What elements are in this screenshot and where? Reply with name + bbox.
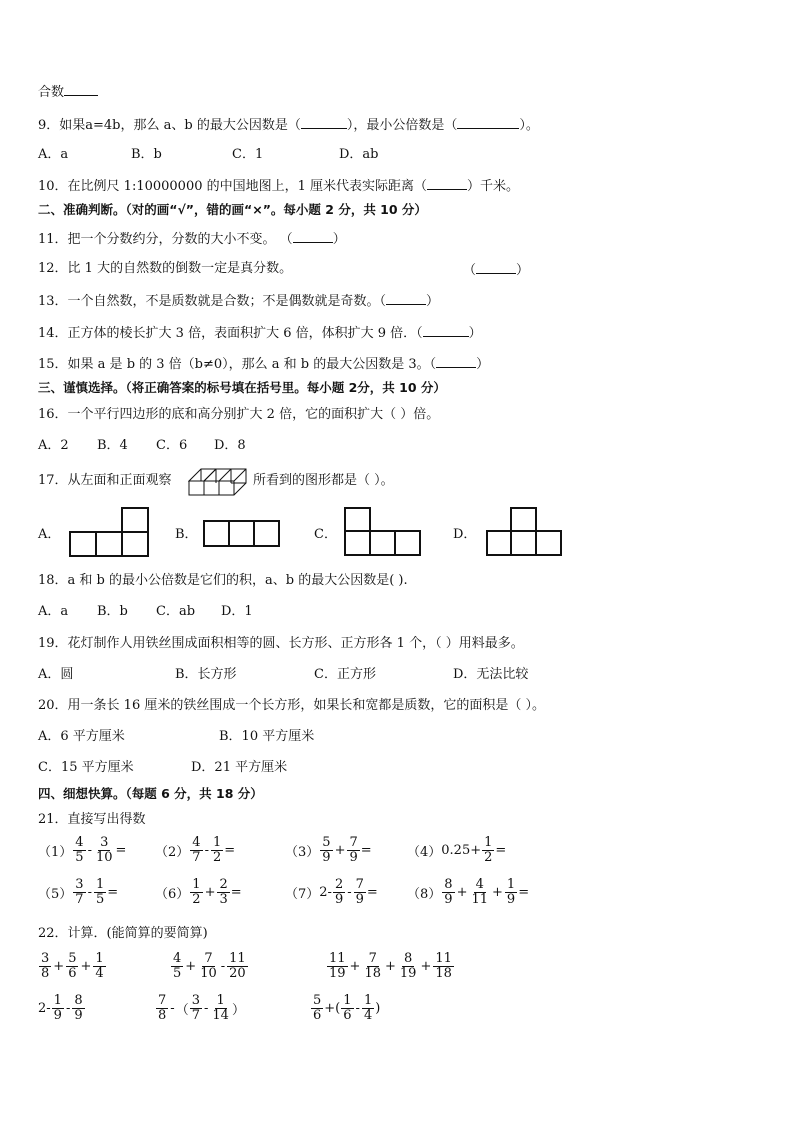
q19-option-c[interactable]: C．正方形 (314, 667, 376, 682)
q9-option-a[interactable]: A．a (38, 147, 69, 162)
answer-blank[interactable] (436, 355, 476, 368)
question-20: 20．用一条长 16 厘米的铁丝围成一个长方形，如果长和宽都是质数，它的面积是（ ）。 (38, 698, 545, 713)
q16-option-d[interactable]: D．8 (214, 438, 246, 453)
fraction: $\frac{2}{3}$ (219, 877, 228, 907)
q22-expr-2: $\frac{4}{5}$ + $\frac{7}{10}$ - $\frac{11}{20}$ (173, 951, 246, 981)
q20-option-b[interactable]: B．10 平方厘米 (219, 729, 315, 744)
answer-blank[interactable] (457, 116, 519, 129)
q22-expr-4: 2- $\frac{1}{9}$ - $\frac{8}{9}$ (38, 993, 83, 1023)
q19-option-b[interactable]: B．长方形 (175, 667, 237, 682)
answer-blank[interactable] (386, 292, 426, 305)
q20-option-d[interactable]: D．21 平方厘米 (191, 760, 288, 775)
fraction: $\frac{4}{7}$ (192, 835, 201, 865)
section-2-heading: 二、准确判断。（对的画“√”，错的画“×”。每小题 2 分，共 10 分） (38, 202, 427, 217)
answer-blank[interactable] (476, 261, 516, 274)
q17-a-figure (69, 507, 151, 559)
q22-expr-1: $\frac{3}{8}$ + $\frac{5}{6}$ + $\frac{1}{4}$ (41, 951, 104, 981)
fraction: $\frac{3}{8}$ (41, 951, 50, 981)
q12-answer: （ ） (463, 263, 530, 278)
question-19: 19．花灯制作人用铁丝围成面积相等的圆、长方形、正方形各 1 个，（ ）用料最多。 (38, 636, 524, 651)
q21-item-1: （1） $\frac{4}{5}$ - $\frac{3}{10}$ = (38, 835, 127, 865)
question-18: 18．a 和 b 的最小公倍数是它们的积，a、b 的最大公因数是( ). (38, 573, 408, 588)
fraction: $\frac{1}{2}$ (484, 835, 493, 865)
fraction: $\frac{4}{5}$ (173, 951, 182, 981)
q9-option-b[interactable]: B．b (131, 147, 162, 162)
q21-item-2: （2） $\frac{4}{7}$ - $\frac{1}{2}$ = (155, 835, 236, 865)
question-15: 15．如果 a 是 b 的 3 倍（b≠0），那么 a 和 b 的最大公因数是 3。（ ） (38, 357, 490, 372)
fraction: $\frac{3}{10}$ (95, 835, 113, 865)
fraction: $\frac{2}{9}$ (334, 877, 344, 907)
fraction: $\frac{7}{9}$ (349, 835, 358, 865)
q21-item-3: （3） $\frac{5}{9}$ + $\frac{7}{9}$ = (285, 835, 372, 865)
q20-option-a[interactable]: A．6 平方厘米 (38, 729, 125, 744)
fraction: $\frac{11}{18}$ (435, 951, 452, 981)
q19-option-d[interactable]: D．无法比较 (453, 667, 529, 682)
question-9: 9．如果a=4b，那么 a、b 的最大公因数是（ ），最小公倍数是（ ）。 (38, 118, 539, 133)
fraction: $\frac{5}{6}$ (313, 993, 322, 1023)
q18-option-b[interactable]: B．b (97, 604, 128, 619)
section-4-heading: 四、细想快算。（每题 6 分，共 18 分） (38, 786, 263, 801)
q19-option-a[interactable]: A．圆 (38, 667, 74, 682)
question-17-end: 所看到的图形都是（ ）。 (253, 473, 394, 488)
q16-option-a[interactable]: A．2 (38, 438, 69, 453)
question-11: 11．把一个分数约分，分数的大小不变。 （ ） (38, 232, 346, 247)
fraction: $\frac{1}{2}$ (212, 835, 222, 865)
answer-blank[interactable] (293, 230, 333, 243)
fraction: $\frac{7}{18}$ (364, 951, 381, 981)
fraction: $\frac{4}{11}$ (471, 877, 489, 907)
question-16: 16．一个平行四边形的底和高分别扩大 2 倍，它的面积扩大（ ）倍。 (38, 407, 440, 422)
fraction: $\frac{1}{9}$ (53, 993, 62, 1023)
q16-option-c[interactable]: C．6 (156, 438, 188, 453)
answer-blank[interactable] (301, 116, 347, 129)
q17-option-d[interactable]: D． (453, 527, 477, 542)
fraction: $\frac{5}{9}$ (322, 835, 331, 865)
question-12: 12．比 1 大的自然数的倒数一定是真分数。 (38, 261, 293, 276)
section-3-heading: 三、谨慎选择。（将正确答案的标号填在括号里。每小题 2分，共 10 分） (38, 380, 446, 395)
fraction: $\frac{5}{6}$ (68, 951, 77, 981)
q9-option-d[interactable]: D．ab (339, 147, 379, 162)
q21-item-7: （7） 2- $\frac{2}{9}$ - $\frac{7}{9}$ = (285, 877, 378, 907)
q17-option-c[interactable]: C． (314, 527, 337, 542)
q18-option-c[interactable]: C．ab (156, 604, 196, 619)
q21-item-4: （4） 0.25+ $\frac{1}{2}$ = (407, 835, 507, 865)
q20-option-c[interactable]: C．15 平方厘米 (38, 760, 134, 775)
line-composite: 合数 (38, 83, 98, 101)
fraction: $\frac{3}{7}$ (75, 877, 84, 907)
fraction: $\frac{11}{19}$ (329, 951, 346, 981)
fraction: $\frac{1}{4}$ (95, 951, 104, 981)
fraction: $\frac{11}{20}$ (229, 951, 246, 981)
question-17-start: 17．从左面和正面观察 (38, 473, 172, 488)
fraction: $\frac{7}{10}$ (200, 951, 217, 981)
fraction: $\frac{1}{2}$ (192, 877, 201, 907)
question-22: 22．计算．(能简算的要简算) (38, 926, 208, 941)
fraction: $\frac{1}{6}$ (343, 993, 352, 1023)
fraction: $\frac{4}{5}$ (75, 835, 84, 865)
q22-expr-3: $\frac{11}{19}$ + $\frac{7}{18}$ + $\frac{8}{19}$ + $\frac{11}{18}$ (329, 951, 452, 981)
q17-c-figure (344, 507, 422, 557)
q9-option-c[interactable]: C．1 (232, 147, 264, 162)
fraction: $\frac{1}{4}$ (363, 993, 373, 1023)
q17-b-figure (203, 520, 281, 548)
q17-option-a[interactable]: A． (38, 527, 61, 542)
fraction: $\frac{8}{9}$ (74, 993, 83, 1023)
fraction: $\frac{8}{9}$ (444, 877, 453, 907)
fraction: $\frac{8}{19}$ (399, 951, 417, 981)
question-14: 14．正方体的棱长扩大 3 倍，表面积扩大 6 倍，体积扩大 9 倍．（ ） (38, 326, 482, 341)
q22-expr-6: $\frac{5}{6}$ +( $\frac{1}{6}$ - $\frac{1}{4}$ ) (313, 993, 381, 1023)
fraction: $\frac{7}{8}$ (158, 993, 167, 1023)
fraction: $\frac{1}{9}$ (506, 877, 516, 907)
question-10: 10．在比例尺 1:10000000 的中国地图上，1 厘米代表实际距离（ ）千米。 (38, 179, 520, 194)
q21-item-8: （8） $\frac{8}{9}$ + $\frac{4}{11}$ + $\frac{1}{9}$ = (407, 877, 530, 907)
fraction: $\frac{3}{7}$ (191, 993, 200, 1023)
fraction: $\frac{1}{5}$ (95, 877, 105, 907)
q17-d-figure (486, 507, 564, 557)
fraction: $\frac{1}{14}$ (212, 993, 229, 1023)
q17-option-b[interactable]: B． (175, 527, 198, 542)
q18-option-a[interactable]: A．a (38, 604, 69, 619)
question-21: 21．直接写出得数 (38, 812, 146, 827)
cube-stack-figure (188, 462, 250, 498)
answer-blank[interactable] (427, 177, 467, 190)
q21-item-5: （5） $\frac{3}{7}$ - $\frac{1}{5}$ = (38, 877, 119, 907)
question-13: 13．一个自然数，不是质数就是合数；不是偶数就是奇数。（ ） (38, 294, 440, 309)
q16-option-b[interactable]: B．4 (97, 438, 128, 453)
q21-item-6: （6） $\frac{1}{2}$ + $\frac{2}{3}$ = (155, 877, 242, 907)
answer-blank[interactable] (423, 324, 469, 337)
q18-option-d[interactable]: D．1 (221, 604, 253, 619)
fraction: $\frac{7}{9}$ (355, 877, 364, 907)
q22-expr-5: $\frac{7}{8}$ - （ $\frac{3}{7}$ - $\frac{1}{14}$ ） (158, 993, 245, 1023)
answer-blank[interactable] (64, 83, 98, 96)
